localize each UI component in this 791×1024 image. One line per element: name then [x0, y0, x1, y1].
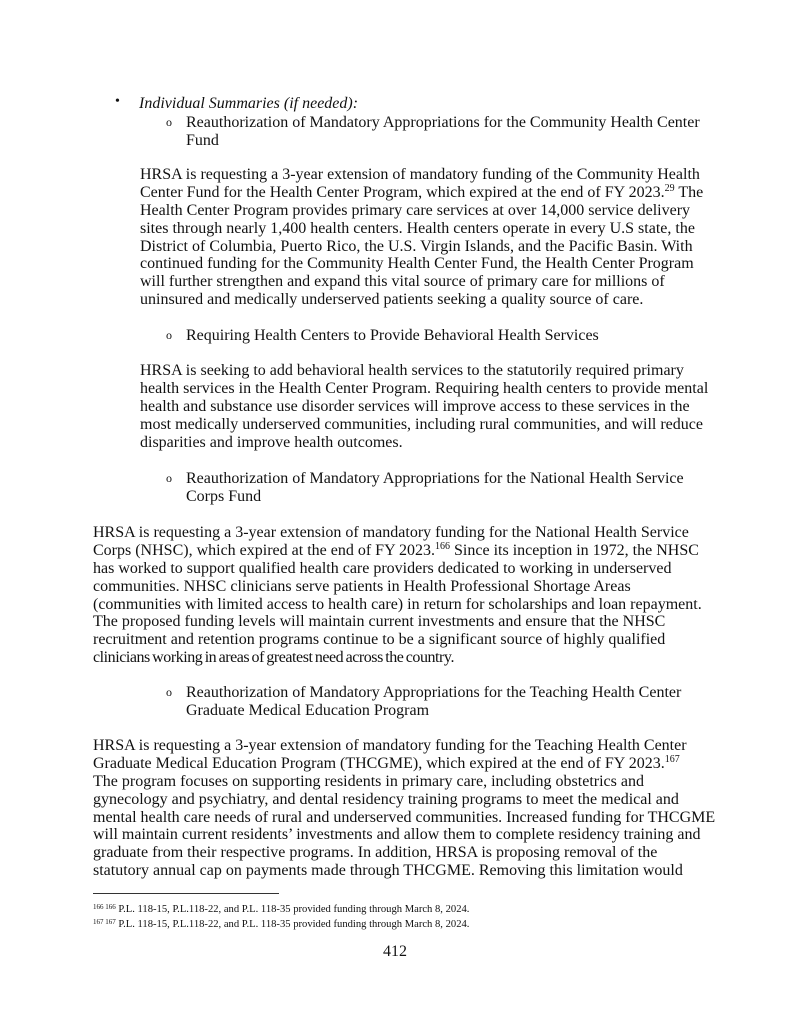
- line-text: sites through nearly 1,400 health centers. Health centers operate in every U.S state, the: [140, 219, 695, 237]
- paragraph-line: [140, 380, 708, 398]
- section-heading: [186, 684, 681, 720]
- paragraph-line: [93, 649, 702, 667]
- paragraph-line: [140, 416, 708, 434]
- line-text: HRSA is seeking to add behavioral health services to the statutorily required primary: [140, 362, 684, 379]
- line-text: The: [674, 183, 704, 201]
- line-text: gynecology and psychiatry, and dental residency training programs to meet the medical and: [93, 790, 679, 808]
- line-text: graduate from their respective programs. In addition, HRSA is proposing removal of the: [93, 844, 658, 862]
- line-text: (communities with limited access to health care) in return for scholarships and loan repayment.: [93, 595, 702, 613]
- paragraph-line: [140, 184, 703, 202]
- footnote-reference[interactable]: 167: [664, 753, 680, 765]
- line-text: has worked to support qualified health care providers dedicated to working in underserved: [93, 559, 672, 577]
- paragraph-line: [140, 291, 703, 309]
- section-heading: [186, 114, 700, 150]
- section-heading: [186, 327, 599, 345]
- paragraph-line: [93, 524, 702, 542]
- heading-line: Requiring Health Centers to Provide Behavioral Health Services: [186, 327, 599, 344]
- paragraph-line: [93, 578, 702, 596]
- heading-line: Fund: [186, 131, 219, 149]
- paragraph-line: [93, 737, 715, 755]
- line-text: continued funding for the Community Health Center Fund, the Health Center Program: [140, 255, 694, 273]
- section-paragraph: [140, 166, 703, 309]
- footnote-167: [93, 918, 469, 931]
- paragraph-line: [93, 809, 715, 827]
- circle-bullet-icon: o: [166, 685, 172, 699]
- paragraph-line: [93, 862, 715, 880]
- footnote-mark: 166 166: [93, 903, 116, 911]
- paragraph-line: [140, 273, 703, 291]
- paragraph-line: [140, 166, 703, 184]
- line-text: Graduate Medical Education Program (THCGME), which expired at the end of FY 2023.: [93, 754, 665, 772]
- paragraph-line: [93, 542, 702, 560]
- paragraph-line: [93, 631, 702, 649]
- paragraph-line: [140, 255, 703, 273]
- line-text: HRSA is requesting a 3-year extension of mandatory funding for the National Health Service: [93, 524, 689, 541]
- line-text: The proposed funding levels will maintain current investments and ensure that the NHSC: [93, 613, 666, 631]
- paragraph-line: [140, 238, 703, 256]
- line-text: The program focuses on supporting residents in primary care, including obstetrics and: [93, 772, 644, 790]
- line-text: communities. NHSC clinicians serve patients in Health Professional Shortage Areas: [93, 577, 631, 595]
- paragraph-line: [93, 596, 702, 614]
- circle-bullet-icon: o: [166, 471, 172, 485]
- line-text: Health Center Program provides primary care services at over 14,000 service delivery: [140, 201, 691, 219]
- paragraph-line: [140, 398, 708, 416]
- line-text: health and substance use disorder services will improve access to these services in the: [140, 397, 690, 415]
- circle-bullet-icon: o: [166, 328, 172, 342]
- footnote-166: [93, 903, 469, 916]
- heading-line: Graduate Medical Education Program: [186, 701, 430, 719]
- line-text: health services in the Health Center Program. Requiring health centers to provide mental: [140, 379, 709, 397]
- section-paragraph: [140, 362, 708, 451]
- line-text: HRSA is requesting a 3-year extension of mandatory funding of the Community Health: [140, 166, 700, 183]
- line-text: statutory annual cap on payments made through THCGME. Removing this limitation would: [93, 862, 683, 880]
- line-text: will further strengthen and expand this vital source of primary care for millions of: [140, 273, 665, 291]
- heading-line: Reauthorization of Mandatory Appropriations for the Community Health Center: [186, 114, 700, 131]
- footnote-text: P.L. 118-15, P.L.118-22, and P.L. 118-35 provided funding through March 8, 2024.: [115, 904, 470, 915]
- line-text: will maintain current residents’ investments and allow them to complete residency training and: [93, 826, 701, 844]
- bullet-icon: •: [115, 94, 120, 109]
- section-paragraph: [93, 737, 715, 880]
- footnote-mark: 167 167: [93, 918, 116, 926]
- footnote-divider: [93, 893, 279, 894]
- footnote-text: P.L. 118-15, P.L.118-22, and P.L. 118-35 provided funding through March 8, 2024.: [115, 919, 470, 930]
- paragraph-line: [93, 826, 715, 844]
- line-text: Corps (NHSC), which expired at the end of FY 2023.: [93, 541, 436, 559]
- paragraph-line: [140, 434, 708, 452]
- paragraph-line: [140, 362, 708, 380]
- paragraph-line: [93, 791, 715, 809]
- heading-line: Reauthorization of Mandatory Appropriations for the National Health Service: [186, 470, 684, 487]
- footnote-reference[interactable]: 29: [664, 182, 675, 194]
- paragraph-line: [140, 220, 703, 238]
- line-text: recruitment and retention programs continue to be a significant source of highly qualified: [93, 631, 666, 649]
- section-paragraph: [93, 524, 702, 667]
- line-text: Center Fund for the Health Center Program, which expired at the end of FY 2023.: [140, 183, 665, 201]
- line-text: HRSA is requesting a 3-year extension of mandatory funding for the Teaching Health Center: [93, 737, 687, 754]
- line-text: Since its inception in 1972, the NHSC: [450, 541, 699, 559]
- heading-line: Corps Fund: [186, 487, 262, 505]
- paragraph-line: [93, 560, 702, 578]
- circle-bullet-icon: o: [166, 115, 172, 129]
- page-number: 412: [383, 943, 407, 960]
- line-text: most medically underserved communities, including rural communities, and will reduce: [140, 415, 703, 433]
- heading-line: Reauthorization of Mandatory Appropriations for the Teaching Health Center: [186, 684, 682, 701]
- paragraph-line: [140, 202, 703, 220]
- paragraph-line: [93, 844, 715, 862]
- footnote-reference[interactable]: 166: [435, 540, 451, 552]
- line-text: uninsured and medically underserved patients seeking a quality source of care.: [140, 291, 644, 309]
- line-text: disparities and improve health outcomes.: [140, 433, 403, 451]
- paragraph-line: [93, 773, 715, 791]
- paragraph-line: [93, 755, 715, 773]
- section-heading: [186, 470, 684, 506]
- line-text: District of Columbia, Puerto Rico, the U.S. Virgin Islands, and the Pacific Basin. With: [140, 237, 693, 255]
- paragraph-line: [93, 613, 702, 631]
- bullet-heading: Individual Summaries (if needed):: [139, 95, 359, 112]
- line-text: clinicians working in areas of greatest need across the country.: [93, 649, 454, 667]
- line-text: mental health care needs of rural and underserved communities. Increased funding for THCGME: [93, 808, 716, 826]
